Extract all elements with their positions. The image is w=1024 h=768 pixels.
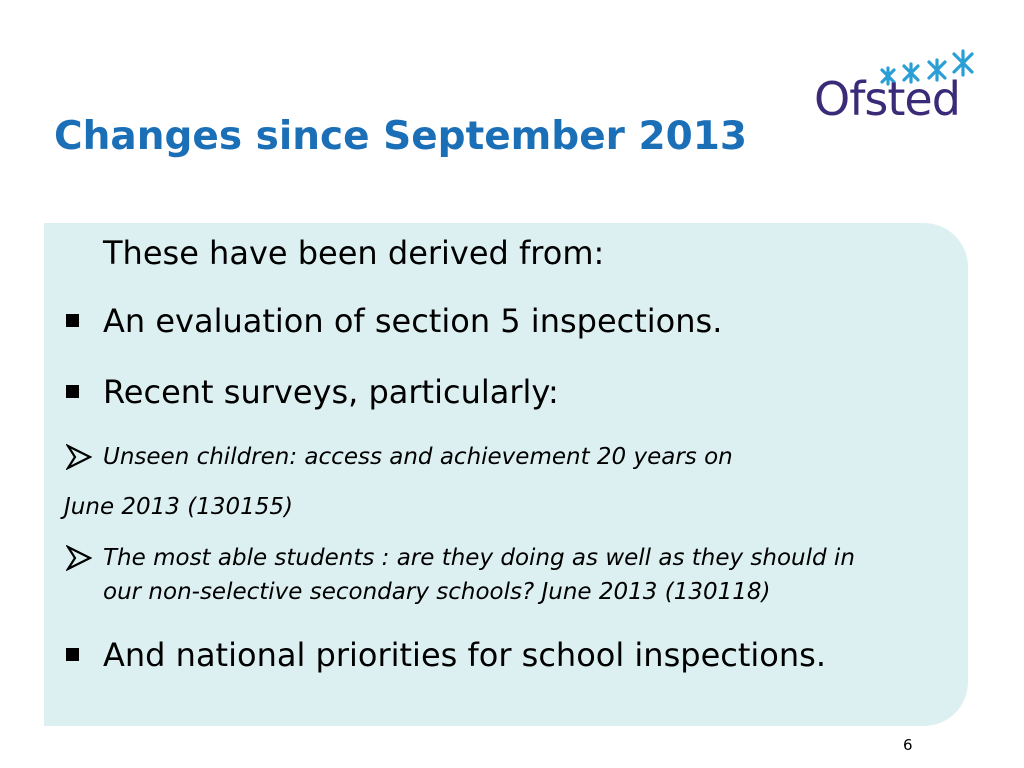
square-bullet-icon (66, 314, 79, 327)
arrow-bullet-icon (66, 545, 92, 571)
sub-item-date: June 2013 (130155) (64, 494, 293, 520)
ofsted-logo (814, 46, 974, 130)
bullet-text: Recent surveys, particularly: (103, 373, 559, 411)
arrow-bullet-icon (66, 444, 92, 470)
intro-text: These have been derived from: (103, 234, 605, 272)
sub-item-text: Unseen children: access and achievement 20 years on (103, 444, 733, 470)
square-bullet-icon (66, 385, 79, 398)
sub-item-text: The most able students : are they doing as well as they should in (103, 545, 855, 571)
page-title: Changes since September 2013 (54, 114, 748, 159)
logo-wordmark: Ofsted (814, 72, 960, 126)
square-bullet-icon (66, 648, 79, 661)
bullet-text: And national priorities for school inspections. (103, 636, 826, 674)
bullet-text: An evaluation of section 5 inspections. (103, 302, 723, 340)
sub-item-text-line2: our non-selective secondary schools? June 2013 (130118) (103, 579, 771, 605)
page-number: 6 (903, 736, 913, 754)
